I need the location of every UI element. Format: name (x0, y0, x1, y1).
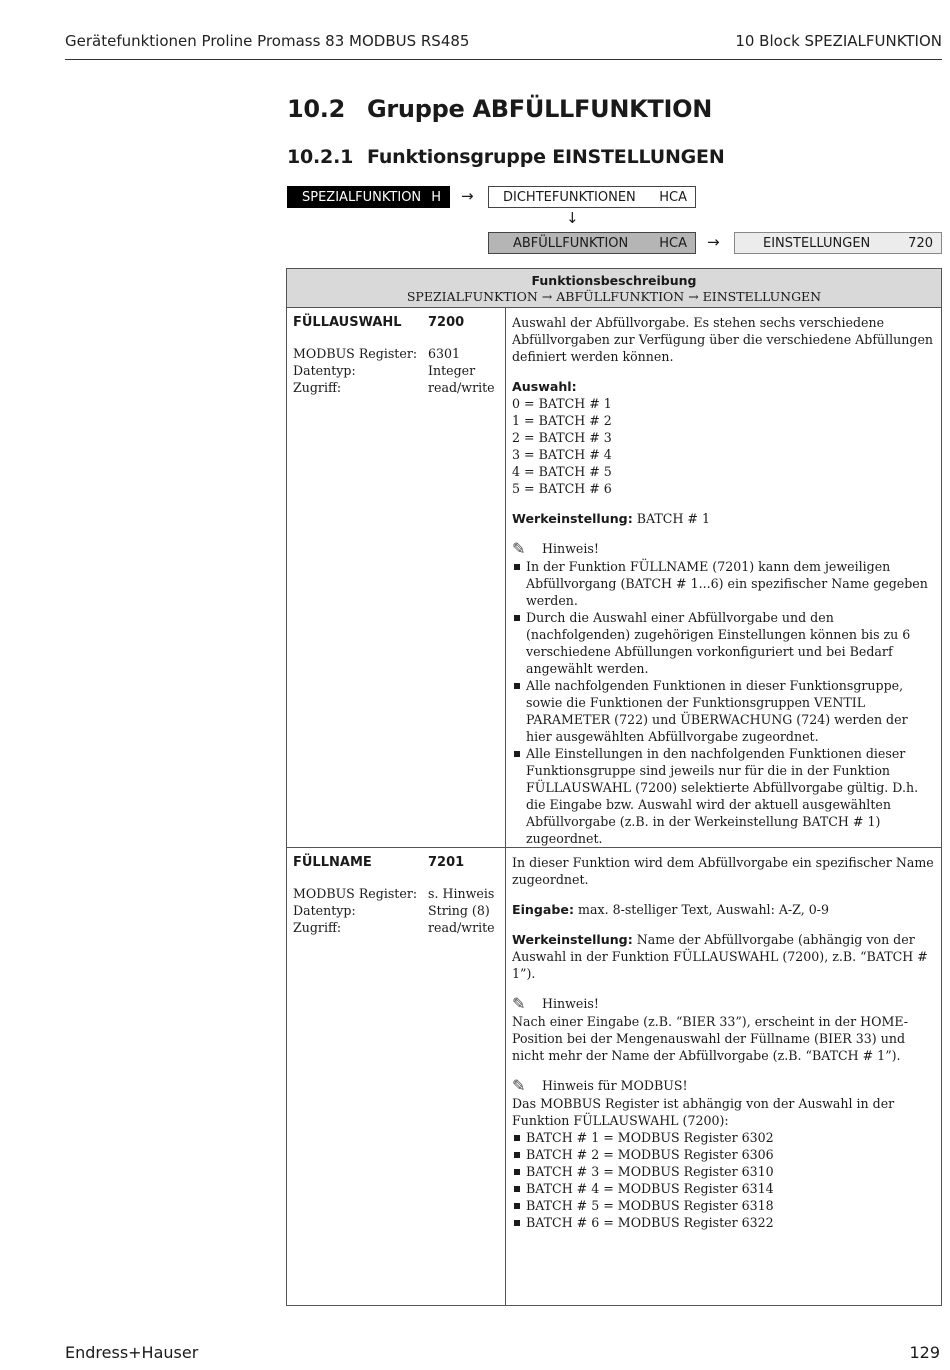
function-name-label: FÜLLNAME (293, 855, 372, 870)
section-title: Gruppe ABFÜLLFUNKTION (367, 95, 713, 123)
list-item: In der Funktion FÜLLNAME (7201) kann dem jeweiligen Abfüllvorgang (BATCH # 1...6) ein spezifischer Name gegeben werden. (512, 558, 935, 609)
arrow-down-icon: ↓ (566, 209, 579, 227)
function-code: 7201 (428, 855, 465, 870)
hinweis-label: Hinweis! (542, 541, 599, 556)
function-description-cell (506, 848, 942, 1306)
modbus-hinweis-label: Hinweis für MODBUS! (542, 1078, 688, 1093)
property-row: Datentyp: String (8) (293, 903, 490, 918)
nav-box-spezialfunktion (287, 186, 450, 208)
hinweis-heading (512, 540, 935, 557)
eingabe (512, 901, 935, 918)
table-header-path: SPEZIALFUNKTION → ABFÜLLFUNKTION → EINSTELLUNGEN (406, 289, 822, 304)
table-row (287, 848, 942, 1306)
werk-label: Werkeinstellung: (512, 511, 633, 526)
function-code: 7200 (428, 315, 465, 330)
eingabe-label: Eingabe: (512, 902, 574, 917)
subsection-number: 10.2.1 (287, 146, 354, 168)
option-item: 1 = BATCH # 2 (512, 413, 612, 428)
running-header-left: Gerätefunktionen Proline Promass 83 MODBUS RS485 (65, 32, 470, 50)
nav-box-code: HCA (659, 235, 687, 251)
list-item: Alle nachfolgenden Funktionen in dieser Funktionsgruppe, sowie die Funktionen der Funktionsgruppen VENTIL PARAMETER (722) und ÜBERWACHUNG (724) werden der hier ausgewählten Abfüllvorgabe zugeordnet. (512, 677, 935, 745)
arrow-right-icon: → (461, 187, 474, 205)
function-info-cell (287, 848, 506, 1306)
werkeinstellung (512, 510, 935, 527)
hinweis-text: Nach einer Eingabe (z.B. “BIER 33”), erscheint in der HOME-Position bei der Mengenauswahl der Füllname (BIER 33) und nicht mehr der Name der Abfüllvorgabe (z.B. “BATCH # 1”). (512, 1014, 909, 1063)
werk-value: BATCH # 1 (636, 511, 711, 526)
list-item: BATCH # 1 = MODBUS Register 6302 (512, 1129, 935, 1146)
subsection-title: Funktionsgruppe EINSTELLUNGEN (367, 146, 725, 168)
auswahl-label: Auswahl: (512, 379, 577, 394)
section-heading (287, 95, 712, 123)
nav-box-label: ABFÜLLFUNKTION (513, 235, 629, 251)
hinweis-heading (512, 995, 935, 1012)
property-row: Zugriff: read/write (293, 380, 495, 395)
footer-brand: Endress+Hauser (65, 1343, 199, 1362)
function-name (293, 314, 499, 331)
nav-box-label: DICHTEFUNKTIONEN (503, 189, 636, 205)
property-row: MODBUS Register: 6301 (293, 346, 461, 361)
list-item: BATCH # 6 = MODBUS Register 6322 (512, 1214, 935, 1231)
nav-box-einstellungen (734, 232, 942, 254)
function-name (293, 854, 499, 871)
modbus-register-list (512, 1129, 935, 1231)
function-description-cell (506, 308, 942, 848)
nav-box-code: 720 (908, 235, 933, 251)
running-header-right: 10 Block SPEZIALFUNKTION (735, 32, 942, 50)
table-row (287, 308, 942, 848)
nav-box-label: EINSTELLUNGEN (763, 235, 871, 251)
list-item: BATCH # 4 = MODBUS Register 6314 (512, 1180, 935, 1197)
werkeinstellung (512, 931, 935, 982)
description-text: Auswahl der Abfüllvorgabe. Es stehen sechs verschiedene Abfüllvorgaben zur Verfügung über die verschiedene Abfüllungen definiert werden können. (512, 315, 934, 364)
property-row: Datentyp: Integer (293, 363, 476, 378)
nav-box-abfuellfunktion (488, 232, 696, 254)
option-item: 2 = BATCH # 3 (512, 430, 612, 445)
option-item: 5 = BATCH # 6 (512, 481, 612, 496)
pencil-note-icon: ✎ (512, 994, 526, 1013)
property-row: MODBUS Register: s. Hinweis (293, 886, 495, 901)
function-table (286, 268, 942, 1306)
nav-box-label: SPEZIALFUNKTION (302, 189, 422, 205)
eingabe-value: max. 8-stelliger Text, Auswahl: A-Z, 0-9 (578, 902, 829, 917)
page-number: 129 (909, 1343, 940, 1362)
option-item: 3 = BATCH # 4 (512, 447, 612, 462)
function-name-label: FÜLLAUSWAHL (293, 315, 402, 330)
pencil-note-icon: ✎ (512, 1076, 526, 1095)
arrow-right-icon: → (707, 233, 720, 251)
list-item: Alle Einstellungen in den nachfolgenden Funktionen dieser Funktionsgruppe sind jeweils nur für die in der Funktion FÜLLAUSWAHL (7200) selektierte Abfüllvorgabe gültig. D.h. die Eingabe bzw. Auswahl wird der aktuell ausgewählten Abfüllvorgabe (z.B. in der Werkeinstellung BATCH # 1) zugeordnet. (512, 745, 935, 847)
list-item: BATCH # 5 = MODBUS Register 6318 (512, 1197, 935, 1214)
list-item: Durch die Auswahl einer Abfüllvorgabe und den (nachfolgenden) zugehörigen Einstellungen können bis zu 6 verschiedene Abfüllungen vorkonfiguriert und bei Bedarf angewählt werden. (512, 609, 935, 677)
modbus-hinweis-heading (512, 1077, 935, 1094)
list-item: BATCH # 2 = MODBUS Register 6306 (512, 1146, 935, 1163)
werk-value: Name der Abfüllvorgabe (abhängig von der Auswahl in der Funktion FÜLLAUSWAHL (7200), z.B. “BATCH # 1”). (512, 932, 928, 981)
nav-box-dichtefunktionen (488, 186, 696, 208)
nav-box-code: H (431, 189, 441, 205)
table-header-title: Funktionsbeschreibung (531, 273, 697, 288)
modbus-text: Das MOBBUS Register ist abhängig von der Auswahl in der Funktion FÜLLAUSWAHL (7200): (512, 1096, 895, 1128)
hinweis-list (512, 558, 935, 847)
option-item: 0 = BATCH # 1 (512, 396, 612, 411)
hinweis-label: Hinweis! (542, 996, 599, 1011)
section-number: 10.2 (287, 95, 346, 123)
pencil-note-icon: ✎ (512, 539, 526, 558)
subsection-heading (287, 146, 725, 168)
option-item: 4 = BATCH # 5 (512, 464, 612, 479)
description-text: In dieser Funktion wird dem Abfüllvorgabe ein spezifischer Name zugeordnet. (512, 855, 934, 887)
werk-label: Werkeinstellung: (512, 932, 633, 947)
function-info-cell (287, 308, 506, 848)
list-item: BATCH # 3 = MODBUS Register 6310 (512, 1163, 935, 1180)
nav-box-code: HCA (659, 189, 687, 205)
property-row: Zugriff: read/write (293, 920, 495, 935)
table-header (287, 269, 942, 308)
header-rule (65, 59, 942, 60)
